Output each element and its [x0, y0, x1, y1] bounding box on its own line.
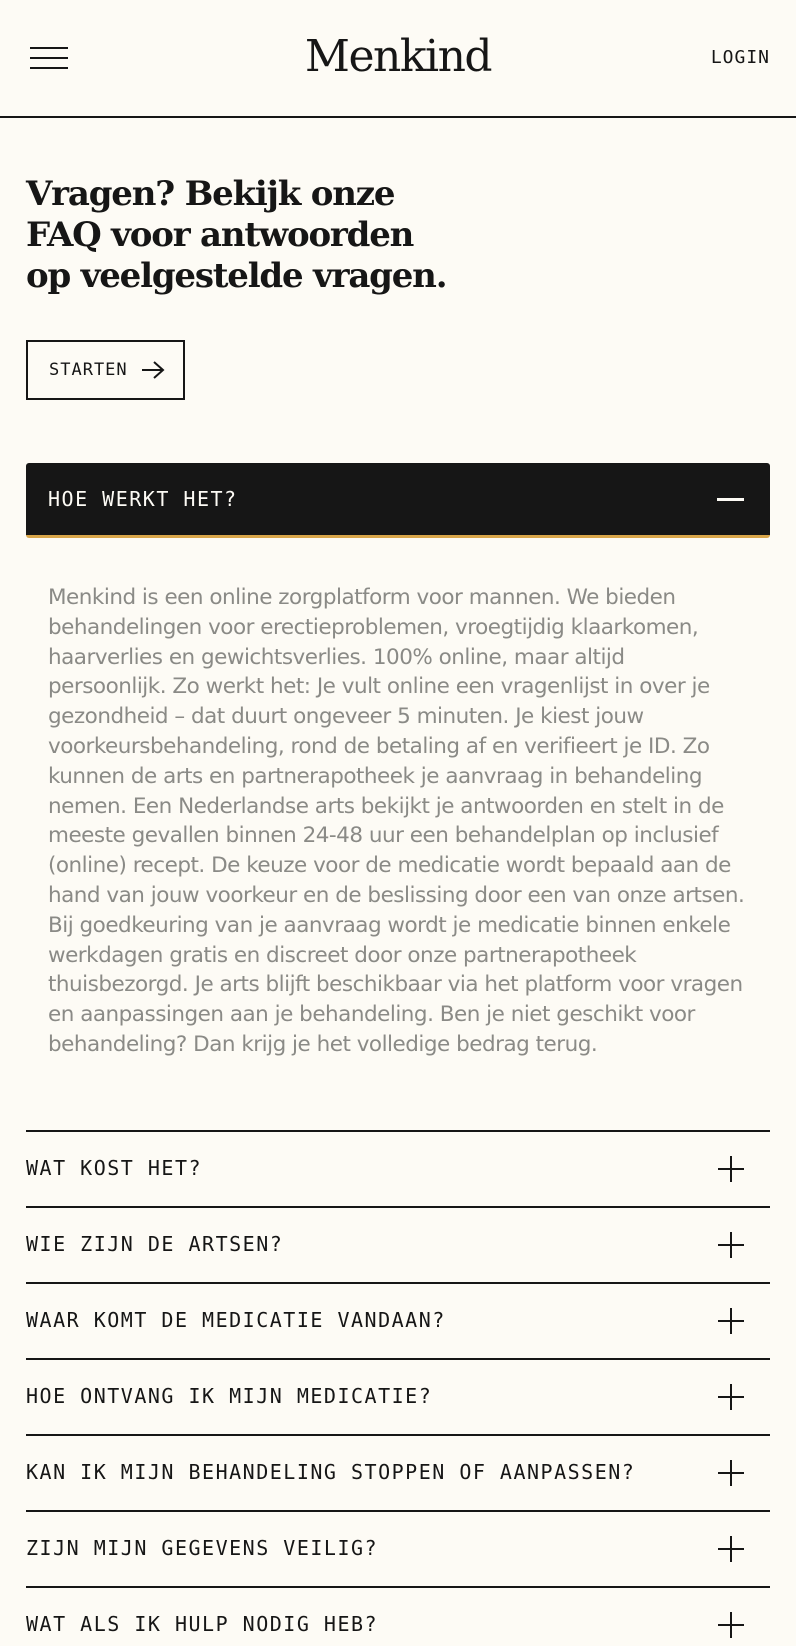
faq-item[interactable] — [26, 1434, 770, 1510]
minus-icon — [717, 498, 744, 501]
plus-icon — [718, 1384, 744, 1410]
start-button-label: STARTEN — [49, 360, 128, 380]
arrow-right-icon — [141, 360, 165, 380]
faq-item[interactable] — [26, 1130, 770, 1206]
faq-item[interactable] — [26, 1206, 770, 1282]
login-link[interactable]: LOGIN — [710, 47, 770, 68]
faq-question: HOE ONTVANG IK MIJN MEDICATIE? — [26, 1384, 433, 1408]
faq-question: KAN IK MIJN BEHANDELING STOPPEN OF AANPASSEN? — [26, 1460, 636, 1484]
start-button[interactable] — [26, 340, 185, 400]
plus-icon — [718, 1308, 744, 1334]
faq-item-open[interactable] — [26, 463, 770, 538]
faq-item[interactable] — [26, 1510, 770, 1586]
logo[interactable]: Menkind — [304, 31, 492, 82]
faq-question: WAAR KOMT DE MEDICATIE VANDAAN? — [26, 1308, 446, 1332]
faq-question: WAT ALS IK HULP NODIG HEB? — [26, 1612, 379, 1636]
page-title: Vragen? Bekijk onze FAQ voor antwoorden op veelgestelde vragen. — [26, 174, 447, 296]
faq-list — [26, 1130, 770, 1646]
plus-icon — [718, 1232, 744, 1258]
plus-icon — [718, 1612, 744, 1638]
faq-question: WIE ZIJN DE ARTSEN? — [26, 1232, 284, 1256]
faq-item[interactable] — [26, 1586, 770, 1646]
faq-answer: Menkind is een online zorgplatform voor mannen. We bieden behandelingen voor erectieproblemen, vroegtijdig klaarkomen, haarverlies en gewichtsverlies. 100% online, maar altijd persoonlijk. Zo werkt het: Je vult online een vragenlijst in over je gezondheid – dat duurt ongeveer 5 minuten. Je kiest jouw voorkeursbehandeling, rond de betaling af en verifieert je ID. Zo kunnen de arts en partnerapotheek je aanvraag in behandeling nemen. Een Nederlandse arts bekijkt je antwoorden en stelt in de meeste gevallen binnen 24-48 uur een behandelplan op inclusief (online) recept. De keuze voor de medicatie wordt bepaald aan de hand van jouw voorkeur en de beslissing door een van onze artsen. Bij goedkeuring van je aanvraag wordt je medicatie binnen enkele werkdagen gratis en discreet door onze partnerapotheek thuisbezorgd. Je arts blijft beschikbaar via het platform voor vragen en aanpassingen aan je behandeling. Ben je niet geschikt voor behandeling? Dan krijg je het volledige bedrag terug. — [48, 585, 745, 1057]
plus-icon — [718, 1536, 744, 1562]
faq-item[interactable] — [26, 1358, 770, 1434]
faq-question: HOE WERKT HET? — [48, 487, 238, 511]
faq-item[interactable] — [26, 1282, 770, 1358]
faq-question: WAT KOST HET? — [26, 1156, 203, 1180]
plus-icon — [718, 1460, 744, 1486]
plus-icon — [718, 1156, 744, 1182]
site-header — [0, 0, 796, 118]
faq-question: ZIJN MIJN GEGEVENS VEILIG? — [26, 1536, 379, 1560]
